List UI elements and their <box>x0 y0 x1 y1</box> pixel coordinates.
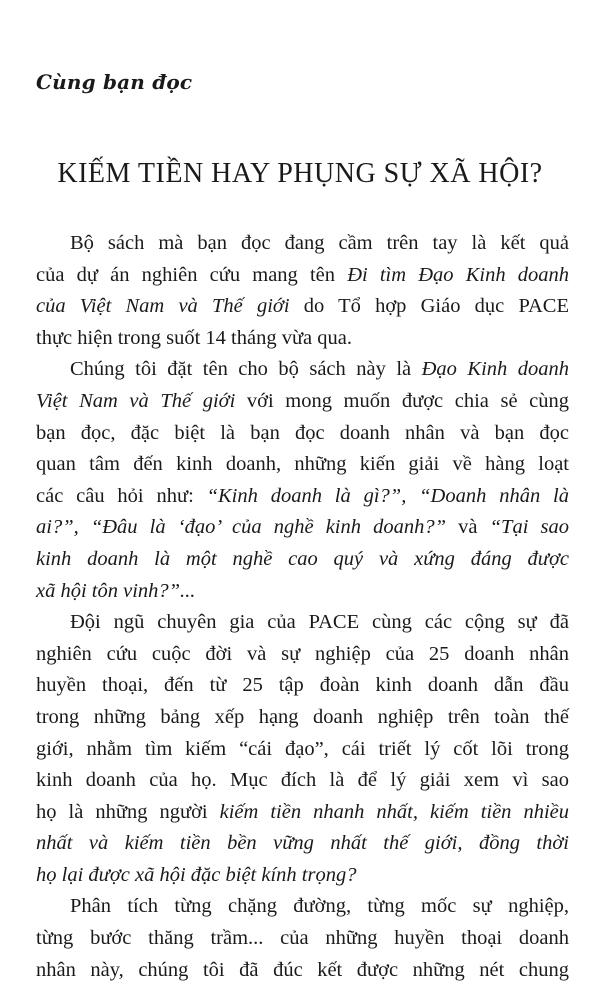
text-line: Chúng tôi đặt tên cho bộ sách này là Đạo Kinh doanh <box>70 358 569 381</box>
body-text <box>36 228 569 986</box>
text-line: quan tâm đến kinh doanh, những kiến giải về hàng loạt <box>36 453 569 476</box>
text-line: kinh doanh của họ. Mục đích là để lý giải xem vì sao <box>36 769 569 792</box>
text-line: kinh doanh là một nghề cao quý và xứng đáng được <box>36 547 569 570</box>
text-line: nhân này, chúng tôi đã đúc kết được những nét chung <box>36 958 569 981</box>
text-line: Bộ sách mà bạn đọc đang cầm trên tay là kết quả <box>70 232 569 254</box>
text-line: huyền thoại, đến từ 25 tập đoàn kinh doanh dẫn đầu <box>36 674 569 697</box>
text-line: ai?”, “Đâu là ‘đạo’ của nghề kinh doanh?” và “Tại sao <box>36 516 569 539</box>
text-line: họ lại được xã hội đặc biệt kính trọng? <box>36 863 357 886</box>
paragraph <box>36 607 569 891</box>
section-label: Cùng bạn đọc <box>36 70 193 94</box>
text-line: Đội ngũ chuyên gia của PACE cùng các cộng sự đã <box>70 611 569 634</box>
text-line: Phân tích từng chặng đường, từng mốc sự nghiệp, <box>70 895 569 918</box>
text-line: giới, nhằm tìm kiếm “cái đạo”, cái triết lý cốt lõi trong <box>36 737 569 760</box>
text-line: trong những bảng xếp hạng doanh nghiệp trên toàn thế <box>36 705 569 728</box>
text-line: xã hội tôn vinh?”... <box>36 579 196 602</box>
text-line: từng bước thăng trầm... của những huyền thoại doanh <box>36 927 569 950</box>
text-line: thực hiện trong suốt 14 tháng vừa qua. <box>36 326 352 349</box>
chapter-title: KIẾM TIỀN HAY PHỤNG SỰ XÃ HỘI? <box>57 158 543 189</box>
paragraph <box>36 228 569 354</box>
paragraph <box>36 354 569 607</box>
text-line: bạn đọc, đặc biệt là bạn đọc doanh nhân và bạn đọc <box>36 421 569 444</box>
text-line: các câu hỏi như: “Kinh doanh là gì?”, “Doanh nhân là <box>36 484 569 507</box>
text-line: của dự án nghiên cứu mang tên Đi tìm Đạo Kinh doanh <box>36 263 569 286</box>
paragraph <box>36 891 569 986</box>
text-line: họ là những người kiếm tiền nhanh nhất, kiếm tiền nhiều <box>36 800 569 823</box>
text-line: Việt Nam và Thế giới với mong muốn được chia sẻ cùng <box>36 389 569 412</box>
text-line: của Việt Nam và Thế giới do Tổ hợp Giáo dục PACE <box>36 295 570 318</box>
text-line: nghiên cứu cuộc đời và sự nghiệp của 25 doanh nhân <box>36 642 569 665</box>
text-line: nhất và kiếm tiền bền vững nhất thế giới, đồng thời <box>36 832 569 855</box>
